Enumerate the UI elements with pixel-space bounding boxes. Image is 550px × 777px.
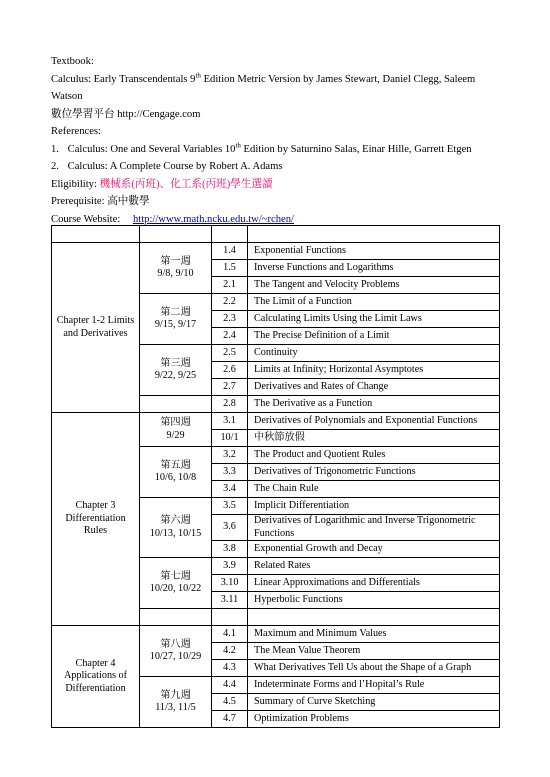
- week-cell: 第六週 10/13, 10/15: [140, 498, 212, 558]
- week-cell: 第一週 9/8, 9/10: [140, 243, 212, 294]
- section-topic: Implicit Differentiation: [248, 498, 500, 515]
- section-number: 3.11: [212, 592, 248, 609]
- section-topic: Continuity: [248, 345, 500, 362]
- section-number: 10/1: [212, 430, 248, 447]
- section-topic: Inverse Functions and Logarithms: [248, 260, 500, 277]
- section-topic: Exponential Functions: [248, 243, 500, 260]
- section-number: 2.1: [212, 277, 248, 294]
- blank-cell: [248, 609, 500, 626]
- section-number: 2.7: [212, 379, 248, 396]
- section-number: 3.9: [212, 558, 248, 575]
- table-row: [52, 243, 500, 260]
- blank-cell: [140, 226, 212, 243]
- section-number: 1.5: [212, 260, 248, 277]
- section-number: 4.5: [212, 694, 248, 711]
- section-number: 3.5: [212, 498, 248, 515]
- blank-cell: [212, 609, 248, 626]
- section-number: 3.2: [212, 447, 248, 464]
- reference-2: 2. Calculus: A Complete Course by Robert A. Adams: [51, 161, 283, 172]
- blank-cell: [248, 226, 500, 243]
- section-topic: Calculating Limits Using the Limit Laws: [248, 311, 500, 328]
- section-topic: Hyperbolic Functions: [248, 592, 500, 609]
- section-number: 2.5: [212, 345, 248, 362]
- week-cell: 第四週 9/29: [140, 413, 212, 447]
- section-topic: Related Rates: [248, 558, 500, 575]
- section-topic: Derivatives of Logarithmic and Inverse Trigonometric Functions: [248, 515, 500, 541]
- section-topic: Limits at Infinity; Horizontal Asymptotes: [248, 362, 500, 379]
- chapter-cell: Chapter 4 Applications of Differentiation: [52, 626, 140, 728]
- section-number: 4.4: [212, 677, 248, 694]
- week-cell: 第七週 10/20, 10/22: [140, 558, 212, 609]
- learning-platform: 數位學習平台 http://Cengage.com: [51, 108, 201, 120]
- table-row: [52, 626, 500, 643]
- course-info: [51, 53, 501, 228]
- section-number: 4.2: [212, 643, 248, 660]
- section-number: 4.1: [212, 626, 248, 643]
- course-website: Course Website: http://www.math.ncku.edu.tw/~rchen/: [51, 213, 294, 225]
- blank-cell: [140, 609, 212, 626]
- section-topic: The Tangent and Velocity Problems: [248, 277, 500, 294]
- week-cell: 第五週 10/6, 10/8: [140, 447, 212, 498]
- section-number: 3.4: [212, 481, 248, 498]
- schedule-table: [51, 225, 500, 728]
- section-topic: The Mean Value Theorem: [248, 643, 500, 660]
- section-number: 3.8: [212, 541, 248, 558]
- section-number: 3.3: [212, 464, 248, 481]
- section-topic: The Derivative as a Function: [248, 396, 500, 413]
- section-topic: The Chain Rule: [248, 481, 500, 498]
- section-topic: Exponential Growth and Decay: [248, 541, 500, 558]
- section-number: 3.6: [212, 515, 248, 541]
- textbook-title: Calculus: Early Transcendentals 9th Edition Metric Version by James Stewart, Daniel Clegg, Saleem Watson: [51, 70, 476, 102]
- week-cell: 第八週 10/27, 10/29: [140, 626, 212, 677]
- section-number: 3.1: [212, 413, 248, 430]
- section-number: 2.3: [212, 311, 248, 328]
- table-row: [52, 413, 500, 430]
- prerequisite: Prerequisite: 高中數學: [51, 196, 150, 207]
- section-number: 1.4: [212, 243, 248, 260]
- eligibility-value: 機械系(丙班)、化工系(丙班)學生選讀: [99, 178, 273, 190]
- section-topic: What Derivatives Tell Us about the Shape of a Graph: [248, 660, 500, 677]
- section-topic: The Product and Quotient Rules: [248, 447, 500, 464]
- section-number: 3.10: [212, 575, 248, 592]
- section-topic: The Limit of a Function: [248, 294, 500, 311]
- course-website-link[interactable]: http://www.math.ncku.edu.tw/~rchen/: [133, 213, 294, 225]
- section-topic: Summary of Curve Sketching: [248, 694, 500, 711]
- section-topic: 中秋節放假: [248, 430, 500, 447]
- textbook-label: Textbook:: [51, 56, 94, 67]
- section-number: 2.8: [212, 396, 248, 413]
- section-number: 4.3: [212, 660, 248, 677]
- table-row: [52, 226, 500, 243]
- section-number: 2.4: [212, 328, 248, 345]
- blank-cell: [212, 226, 248, 243]
- section-number: 2.2: [212, 294, 248, 311]
- chapter-cell: Chapter 1-2 Limits and Derivatives: [52, 243, 140, 413]
- blank-cell: [52, 226, 140, 243]
- eligibility: Eligibility: 機械系(丙班)、化工系(丙班)學生選讀: [51, 178, 273, 190]
- blank-cell: [140, 396, 212, 413]
- week-cell: 第九週 11/3, 11/5: [140, 677, 212, 728]
- section-number: 2.6: [212, 362, 248, 379]
- section-topic: Indeterminate Forms and l’Hopital’s Rule: [248, 677, 500, 694]
- references-label: References:: [51, 126, 101, 137]
- reference-1: 1. Calculus: One and Several Variables 10th Edition by Saturnino Salas, Einar Hille, Garrett Etgen: [51, 140, 472, 155]
- week-cell: 第三週 9/22, 9/25: [140, 345, 212, 396]
- section-topic: Linear Approximations and Differentials: [248, 575, 500, 592]
- section-topic: Optimization Problems: [248, 711, 500, 728]
- section-number: 4.7: [212, 711, 248, 728]
- week-cell: 第二週 9/15, 9/17: [140, 294, 212, 345]
- section-topic: Maximum and Minimum Values: [248, 626, 500, 643]
- section-topic: Derivatives of Trigonometric Functions: [248, 464, 500, 481]
- section-topic: The Precise Definition of a Limit: [248, 328, 500, 345]
- section-topic: Derivatives of Polynomials and Exponential Functions: [248, 413, 500, 430]
- section-topic: Derivatives and Rates of Change: [248, 379, 500, 396]
- chapter-cell: Chapter 3 Differentiation Rules: [52, 413, 140, 626]
